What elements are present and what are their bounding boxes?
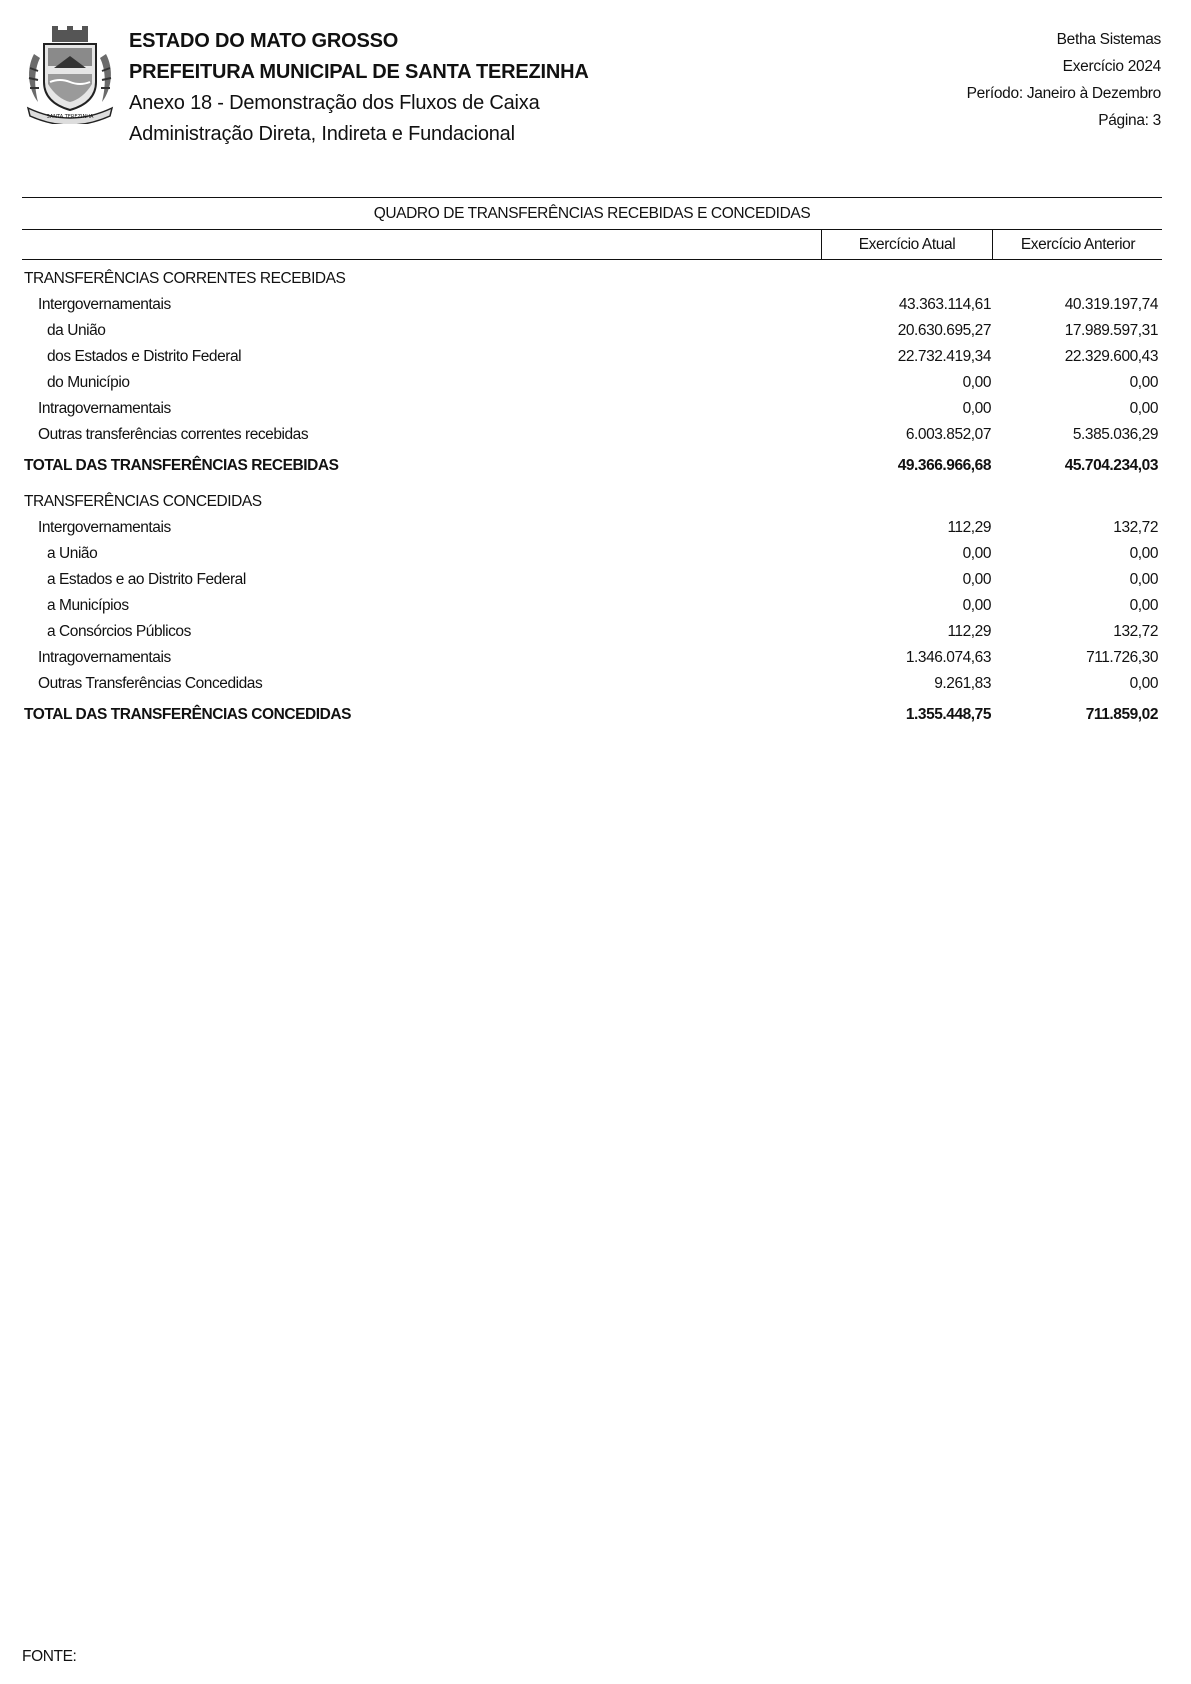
row-previous-value: 132,72: [1113, 623, 1158, 640]
row-current-value: 0,00: [962, 400, 991, 417]
row-previous-value: 711.726,30: [1086, 649, 1158, 666]
source-note: FONTE:: [22, 1648, 77, 1665]
row-previous-value: 40.319.197,74: [1064, 296, 1158, 313]
row-previous-value: 132,72: [1113, 519, 1158, 536]
row-previous-value: 22.329.600,43: [1064, 348, 1158, 365]
row-previous-value: 0,00: [1129, 675, 1158, 692]
table-row: [22, 370, 1162, 396]
row-previous-value: 0,00: [1129, 597, 1158, 614]
row-previous-value: 45.704.234,03: [1064, 457, 1158, 474]
row-label: a Estados e ao Distrito Federal: [47, 571, 246, 588]
table-row: [22, 541, 1162, 567]
table-row: [22, 292, 1162, 318]
row-previous-value: 0,00: [1129, 545, 1158, 562]
municipal-crest-icon: [24, 24, 116, 124]
row-current-value: 0,00: [962, 545, 991, 562]
row-current-value: 6.003.852,07: [905, 426, 991, 443]
table-row: [22, 422, 1162, 448]
row-current-value: 1.355.448,75: [905, 706, 991, 723]
row-label: Intergovernamentais: [38, 519, 171, 536]
meta-block: [967, 26, 1161, 134]
row-label: Outras transferências correntes recebidas: [38, 426, 309, 443]
row-label: Outras Transferências Concedidas: [38, 675, 263, 692]
total-row: [22, 453, 1162, 479]
row-label: do Município: [47, 374, 130, 391]
row-label: Intragovernamentais: [38, 400, 171, 417]
report-header: [0, 0, 1191, 160]
row-label: TOTAL DAS TRANSFERÊNCIAS CONCEDIDAS: [24, 706, 351, 723]
row-current-value: 1.346.074,63: [905, 649, 991, 666]
row-current-value: 20.630.695,27: [897, 322, 991, 339]
table-row: [22, 619, 1162, 645]
page-number: Página: 3: [1098, 112, 1161, 129]
row-previous-value: 0,00: [1129, 374, 1158, 391]
total-row: [22, 702, 1162, 728]
period: Período: Janeiro à Dezembro: [966, 85, 1161, 102]
table-row: [22, 266, 1162, 292]
row-label: TRANSFERÊNCIAS CONCEDIDAS: [24, 493, 262, 510]
row-previous-value: 711.859,02: [1085, 706, 1158, 723]
table-row: [22, 318, 1162, 344]
annex-title: Anexo 18 - Demonstração dos Fluxos de Caixa: [129, 92, 540, 114]
row-current-value: 49.366.966,68: [897, 457, 991, 474]
table-row: [22, 396, 1162, 422]
row-current-value: 0,00: [962, 597, 991, 614]
table-row: [22, 489, 1162, 515]
transfers-table: [22, 197, 1162, 728]
prefeitura-name: PREFEITURA MUNICIPAL DE SANTA TEREZINHA: [129, 61, 589, 83]
title-block: [129, 26, 589, 150]
row-label: dos Estados e Distrito Federal: [47, 348, 242, 365]
row-label: a União: [47, 545, 98, 562]
row-current-value: 43.363.114,61: [898, 296, 991, 313]
row-previous-value: 17.989.597,31: [1064, 322, 1158, 339]
row-current-value: 9.261,83: [934, 675, 991, 692]
row-label: TOTAL DAS TRANSFERÊNCIAS RECEBIDAS: [24, 457, 339, 474]
system-name: Betha Sistemas: [1056, 31, 1161, 48]
table-row: [22, 671, 1162, 697]
row-label: a Municípios: [47, 597, 129, 614]
row-label: TRANSFERÊNCIAS CORRENTES RECEBIDAS: [24, 270, 346, 287]
row-current-value: 112,29: [947, 623, 991, 640]
row-label: Intragovernamentais: [38, 649, 171, 666]
table-row: [22, 344, 1162, 370]
table-row: [22, 567, 1162, 593]
row-label: Intergovernamentais: [38, 296, 171, 313]
row-previous-value: 0,00: [1129, 571, 1158, 588]
row-current-value: 0,00: [962, 571, 991, 588]
row-previous-value: 5.385.036,29: [1072, 426, 1158, 443]
administration-title: Administração Direta, Indireta e Fundacional: [129, 123, 515, 145]
table-row: [22, 645, 1162, 671]
row-current-value: 0,00: [962, 374, 991, 391]
row-label: da União: [47, 322, 106, 339]
exercise-year: Exercício 2024: [1062, 58, 1161, 75]
state-name: ESTADO DO MATO GROSSO: [129, 30, 399, 52]
column-header-previous: Exercício Anterior: [992, 230, 1163, 259]
column-header-current: Exercício Atual: [821, 230, 992, 259]
row-current-value: 22.732.419,34: [897, 348, 991, 365]
row-previous-value: 0,00: [1129, 400, 1158, 417]
table-row: [22, 515, 1162, 541]
table-body: [22, 266, 1162, 728]
svg-text:SANTA TEREZINHA: SANTA TEREZINHA: [46, 114, 94, 120]
column-headers: [22, 230, 1162, 260]
table-title: QUADRO DE TRANSFERÊNCIAS RECEBIDAS E CONCEDIDAS: [22, 197, 1162, 230]
table-row: [22, 593, 1162, 619]
row-current-value: 112,29: [947, 519, 991, 536]
row-label: a Consórcios Públicos: [47, 623, 191, 640]
